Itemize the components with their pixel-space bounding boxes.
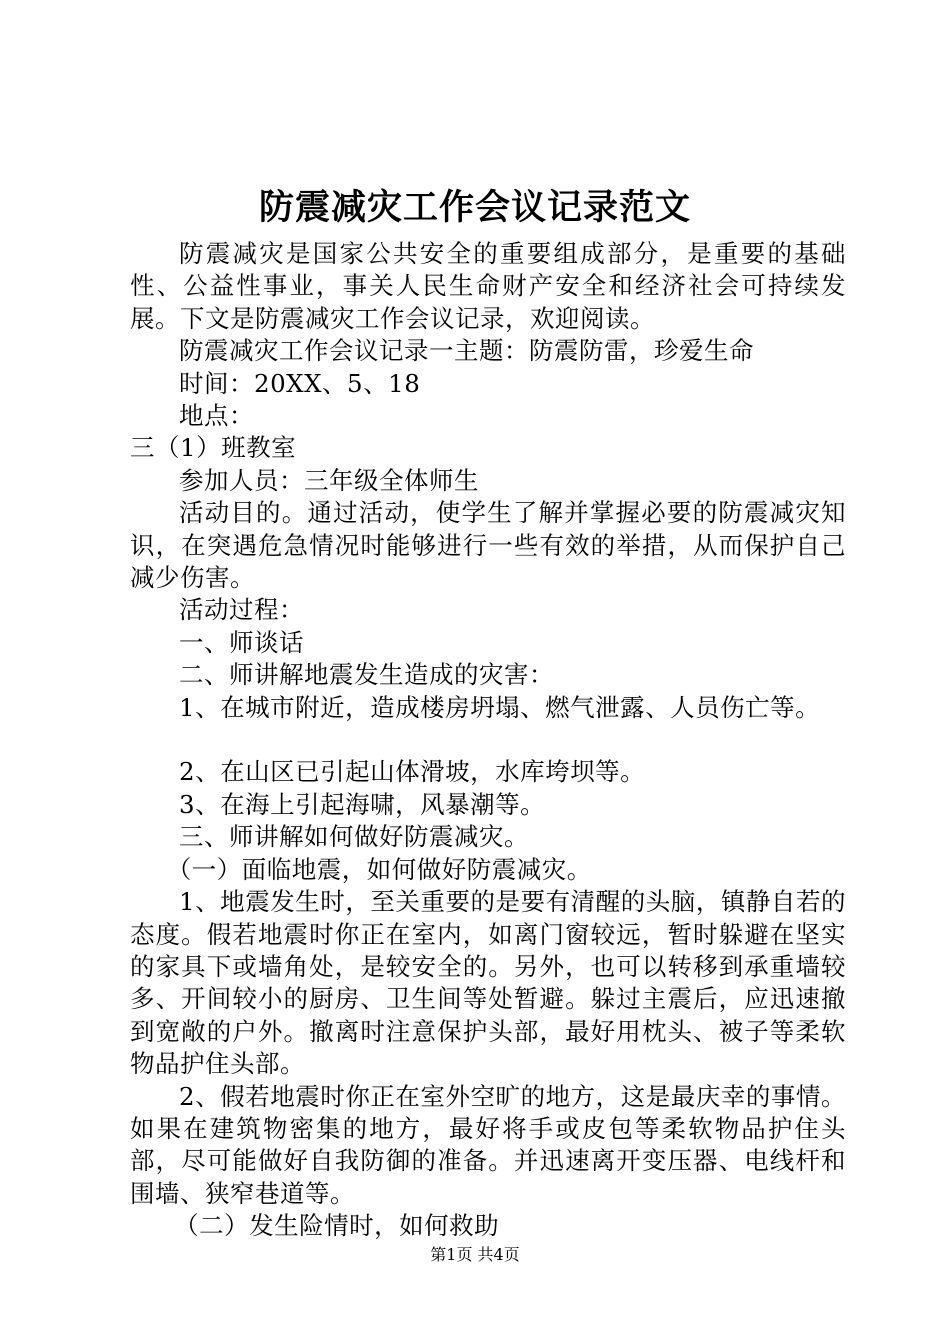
blank-line — [130, 724, 846, 756]
paragraph-point-2: 2、假若地震时你正在室外空旷的地方，这是最庆幸的事情。如果在建筑物密集的地方，最好将手或皮包等柔软物品护住头部，尽可能做好自我防御的准备。并迅速离开变压器、电线杆和围墙、狭窄巷道等。 — [130, 1081, 846, 1208]
paragraph-item-1: 1、在城市附近，造成楼房坍塌、燃气泄露、人员伤亡等。 — [179, 692, 821, 722]
paragraph-subsection-1: （一）面临地震，如何做好防震减灾。 — [166, 854, 592, 884]
page-footer: 第1页 共4页 — [430, 1245, 520, 1264]
paragraph-item-3: 3、在海上引起海啸，风暴潮等。 — [179, 789, 546, 819]
paragraph-time: 时间：20XX、5、18 — [179, 368, 421, 398]
paragraph-location-label: 地点： — [179, 401, 254, 431]
document-body — [130, 238, 846, 1243]
paragraph-subsection-2: （二）发生险情时，如何救助 — [174, 1211, 500, 1241]
paragraph-section-1: 一、师谈话 — [179, 627, 304, 657]
paragraph-point-1: 1、地震发生时，至关重要的是要有清醒的头脑，镇静自若的态度。假若地震时你正在室内，如离门窗较远，暂时躲避在坚实的家具下或墙角处，是较安全的。另外，也可以转移到承重墙较多、开间较小的厨房、卫生间等处暂避。躲过主震后，应迅速撤到宽敞的户外。撤离时注意保护头部，最好用枕头、被子等柔软物品护住头部。 — [130, 887, 846, 1079]
paragraph-intro: 防震减灾是国家公共安全的重要组成部分，是重要的基础性、公益性事业，事关人民生命财产安全和经济社会可持续发展。下文是防震减灾工作会议记录，欢迎阅读。 — [130, 239, 846, 333]
paragraph-topic: 防震减灾工作会议记录一主题：防震防雷，珍爱生命 — [179, 336, 754, 366]
document-title: 防震减灾工作会议记录范文 — [258, 187, 691, 228]
paragraph-section-3: 三、师讲解如何做好防震减灾。 — [179, 822, 529, 852]
paragraph-participants: 参加人员：三年级全体师生 — [179, 465, 479, 495]
paragraph-location: 三（1）班教室 — [130, 433, 297, 463]
paragraph-item-2: 2、在山区已引起山体滑坡，水库垮坝等。 — [179, 757, 646, 787]
paragraph-purpose: 活动目的。通过活动，使学生了解并掌握必要的防震减灾知识，在突遇危急情况时能够进行一些有效的举措，从而保护自己减少伤害。 — [130, 498, 846, 593]
paragraph-process: 活动过程： — [179, 595, 304, 625]
paragraph-section-2: 二、师讲解地震发生造成的灾害： — [179, 660, 554, 690]
